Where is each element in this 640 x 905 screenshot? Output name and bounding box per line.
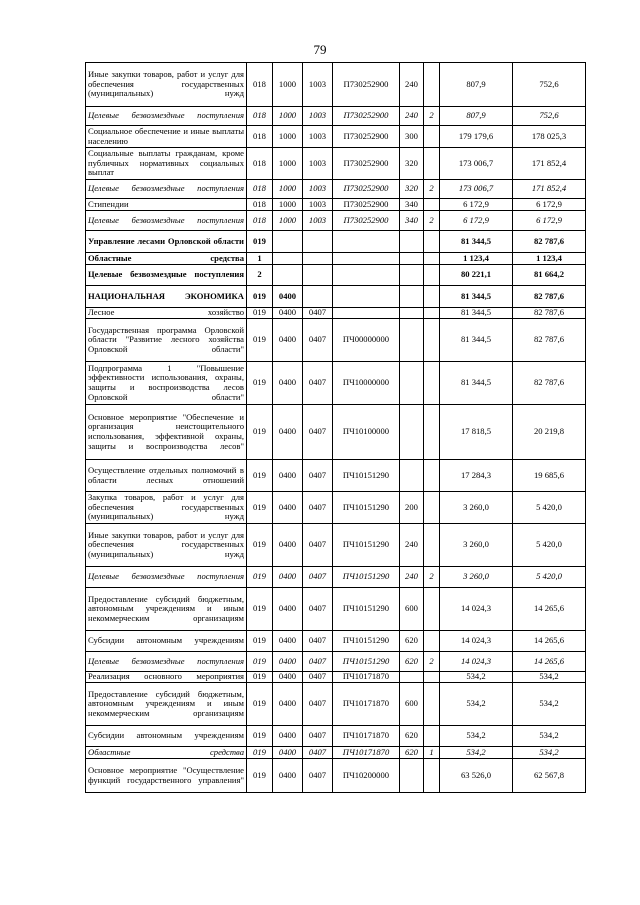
amount-year-1: 6 172,9	[440, 199, 513, 211]
target-article-code: ПЧ10151290	[333, 652, 400, 672]
amount-year-2: 5 420,0	[513, 567, 586, 588]
row-name: Целевые безвозмездные поступления	[86, 265, 247, 286]
funding-source-code	[424, 319, 440, 362]
section-code: 0400	[273, 683, 303, 726]
section-code	[273, 231, 303, 253]
table-row	[86, 126, 586, 148]
amount-year-1: 807,9	[440, 107, 513, 126]
amount-year-2: 81 664,2	[513, 265, 586, 286]
ministry-code: 018	[247, 126, 273, 148]
table-row	[86, 492, 586, 524]
row-name: НАЦИОНАЛЬНАЯ ЭКОНОМИКА	[86, 286, 247, 308]
expense-type-code	[400, 265, 424, 286]
table-row	[86, 631, 586, 652]
subsection-code: 0407	[303, 683, 333, 726]
amount-year-2: 752,6	[513, 107, 586, 126]
target-article-code: ПЧ10151290	[333, 631, 400, 652]
amount-year-2: 6 172,9	[513, 199, 586, 211]
amount-year-1: 807,9	[440, 63, 513, 107]
amount-year-2: 82 787,6	[513, 231, 586, 253]
subsection-code	[303, 253, 333, 265]
section-code: 1000	[273, 63, 303, 107]
funding-source-code: 2	[424, 652, 440, 672]
row-name: Основное мероприятие "Обеспечение и организация неистощительного использования, эффективной охраны, защиты и воспроизводства лесов"	[86, 405, 247, 460]
amount-year-1: 1 123,4	[440, 253, 513, 265]
amount-year-1: 63 526,0	[440, 759, 513, 793]
ministry-code: 018	[247, 148, 273, 180]
subsection-code: 0407	[303, 567, 333, 588]
table-row	[86, 726, 586, 747]
target-article-code: ПЧ00000000	[333, 319, 400, 362]
funding-source-code	[424, 126, 440, 148]
table-row	[86, 362, 586, 405]
expense-type-code: 620	[400, 631, 424, 652]
amount-year-2: 1 123,4	[513, 253, 586, 265]
amount-year-2: 14 265,6	[513, 588, 586, 631]
target-article-code	[333, 308, 400, 319]
expense-type-code	[400, 405, 424, 460]
expense-type-code: 600	[400, 588, 424, 631]
section-code: 0400	[273, 652, 303, 672]
amount-year-1: 81 344,5	[440, 319, 513, 362]
amount-year-2: 534,2	[513, 726, 586, 747]
amount-year-2: 171 852,4	[513, 148, 586, 180]
row-name: Предоставление субсидий бюджетным, автономным учреждениям и иным некоммерческим организациям	[86, 683, 247, 726]
table-row	[86, 405, 586, 460]
funding-source-code: 2	[424, 211, 440, 231]
subsection-code: 0407	[303, 747, 333, 759]
amount-year-2: 82 787,6	[513, 319, 586, 362]
target-article-code: ПЧ10100000	[333, 405, 400, 460]
row-name: Областные средства	[86, 747, 247, 759]
subsection-code: 1003	[303, 107, 333, 126]
amount-year-1: 173 006,7	[440, 148, 513, 180]
amount-year-1: 81 344,5	[440, 286, 513, 308]
target-article-code: П730252900	[333, 148, 400, 180]
amount-year-1: 534,2	[440, 726, 513, 747]
funding-source-code: 2	[424, 180, 440, 199]
subsection-code: 1003	[303, 126, 333, 148]
section-code: 0400	[273, 759, 303, 793]
subsection-code: 0407	[303, 492, 333, 524]
table-row	[86, 253, 586, 265]
funding-source-code	[424, 683, 440, 726]
amount-year-1: 81 344,5	[440, 362, 513, 405]
table-row	[86, 180, 586, 199]
target-article-code: П730252900	[333, 63, 400, 107]
amount-year-2: 5 420,0	[513, 524, 586, 567]
amount-year-1: 534,2	[440, 747, 513, 759]
amount-year-1: 3 260,0	[440, 567, 513, 588]
ministry-code: 019	[247, 286, 273, 308]
amount-year-1: 14 024,3	[440, 652, 513, 672]
funding-source-code	[424, 631, 440, 652]
table-row	[86, 148, 586, 180]
funding-source-code	[424, 199, 440, 211]
amount-year-1: 534,2	[440, 672, 513, 683]
subsection-code: 0407	[303, 308, 333, 319]
target-article-code: ПЧ10151290	[333, 492, 400, 524]
ministry-code: 019	[247, 308, 273, 319]
table-row	[86, 759, 586, 793]
table-row	[86, 199, 586, 211]
expense-type-code: 240	[400, 524, 424, 567]
funding-source-code	[424, 362, 440, 405]
funding-source-code	[424, 231, 440, 253]
amount-year-2: 14 265,6	[513, 652, 586, 672]
subsection-code	[303, 231, 333, 253]
table-row	[86, 265, 586, 286]
row-name: Субсидии автономным учреждениям	[86, 726, 247, 747]
row-name: Стипендии	[86, 199, 247, 211]
amount-year-1: 6 172,9	[440, 211, 513, 231]
amount-year-1: 173 006,7	[440, 180, 513, 199]
expense-type-code: 240	[400, 107, 424, 126]
amount-year-2: 6 172,9	[513, 211, 586, 231]
ministry-code: 018	[247, 211, 273, 231]
table-row	[86, 747, 586, 759]
table-row	[86, 319, 586, 362]
row-name: Субсидии автономным учреждениям	[86, 631, 247, 652]
section-code: 0400	[273, 567, 303, 588]
section-code	[273, 265, 303, 286]
amount-year-2: 82 787,6	[513, 308, 586, 319]
target-article-code: ПЧ10000000	[333, 362, 400, 405]
row-name: Целевые безвозмездные поступления	[86, 180, 247, 199]
expense-type-code: 340	[400, 199, 424, 211]
section-code: 0400	[273, 631, 303, 652]
ministry-code: 019	[247, 362, 273, 405]
section-code: 1000	[273, 180, 303, 199]
table-row	[86, 308, 586, 319]
amount-year-1: 80 221,1	[440, 265, 513, 286]
section-code	[273, 253, 303, 265]
amount-year-1: 14 024,3	[440, 588, 513, 631]
ministry-code: 019	[247, 759, 273, 793]
subsection-code: 0407	[303, 362, 333, 405]
table-row	[86, 672, 586, 683]
target-article-code: П730252900	[333, 180, 400, 199]
subsection-code: 1003	[303, 199, 333, 211]
funding-source-code	[424, 588, 440, 631]
amount-year-2: 5 420,0	[513, 492, 586, 524]
amount-year-1: 17 818,5	[440, 405, 513, 460]
ministry-code: 019	[247, 683, 273, 726]
row-name: Целевые безвозмездные поступления	[86, 567, 247, 588]
subsection-code	[303, 286, 333, 308]
subsection-code: 0407	[303, 588, 333, 631]
table-row	[86, 460, 586, 492]
subsection-code: 0407	[303, 524, 333, 567]
row-name: Лесное хозяйство	[86, 308, 247, 319]
expense-type-code	[400, 253, 424, 265]
ministry-code: 019	[247, 652, 273, 672]
table-row	[86, 231, 586, 253]
subsection-code: 0407	[303, 319, 333, 362]
target-article-code: ПЧ10171870	[333, 726, 400, 747]
expense-type-code: 300	[400, 126, 424, 148]
ministry-code: 019	[247, 672, 273, 683]
section-code: 0400	[273, 588, 303, 631]
amount-year-2: 534,2	[513, 747, 586, 759]
ministry-code: 019	[247, 747, 273, 759]
subsection-code: 1003	[303, 211, 333, 231]
section-code: 0400	[273, 747, 303, 759]
amount-year-1: 14 024,3	[440, 631, 513, 652]
subsection-code: 1003	[303, 63, 333, 107]
target-article-code: ПЧ10171870	[333, 747, 400, 759]
row-name: Областные средства	[86, 253, 247, 265]
expense-type-code: 240	[400, 567, 424, 588]
amount-year-1: 179 179,6	[440, 126, 513, 148]
subsection-code: 0407	[303, 631, 333, 652]
section-code: 0400	[273, 492, 303, 524]
row-name: Иные закупки товаров, работ и услуг для обеспечения государственных (муниципальных) нужд	[86, 524, 247, 567]
section-code: 0400	[273, 286, 303, 308]
section-code: 1000	[273, 148, 303, 180]
ministry-code: 2	[247, 265, 273, 286]
funding-source-code	[424, 253, 440, 265]
table-row	[86, 567, 586, 588]
ministry-code: 019	[247, 492, 273, 524]
amount-year-1: 81 344,5	[440, 231, 513, 253]
row-name: Предоставление субсидий бюджетным, автономным учреждениям и иным некоммерческим организациям	[86, 588, 247, 631]
subsection-code: 1003	[303, 180, 333, 199]
amount-year-2: 62 567,8	[513, 759, 586, 793]
row-name: Целевые безвозмездные поступления	[86, 652, 247, 672]
funding-source-code	[424, 726, 440, 747]
funding-source-code: 1	[424, 747, 440, 759]
expense-type-code	[400, 362, 424, 405]
funding-source-code: 2	[424, 107, 440, 126]
subsection-code	[303, 265, 333, 286]
budget-table	[85, 62, 586, 793]
target-article-code: ПЧ10171870	[333, 672, 400, 683]
section-code: 0400	[273, 726, 303, 747]
row-name: Закупка товаров, работ и услуг для обеспечения государственных (муниципальных) нужд	[86, 492, 247, 524]
subsection-code: 0407	[303, 460, 333, 492]
expense-type-code	[400, 308, 424, 319]
row-name: Основное мероприятие "Осуществление функций государственного управления"	[86, 759, 247, 793]
section-code: 0400	[273, 405, 303, 460]
amount-year-2: 752,6	[513, 63, 586, 107]
section-code: 1000	[273, 211, 303, 231]
ministry-code: 019	[247, 405, 273, 460]
amount-year-1: 534,2	[440, 683, 513, 726]
expense-type-code: 620	[400, 726, 424, 747]
ministry-code: 1	[247, 253, 273, 265]
target-article-code	[333, 265, 400, 286]
expense-type-code	[400, 231, 424, 253]
ministry-code: 019	[247, 631, 273, 652]
expense-type-code: 620	[400, 652, 424, 672]
funding-source-code	[424, 524, 440, 567]
expense-type-code	[400, 319, 424, 362]
row-name: Целевые безвозмездные поступления	[86, 107, 247, 126]
expense-type-code	[400, 672, 424, 683]
target-article-code: ПЧ10151290	[333, 567, 400, 588]
expense-type-code: 240	[400, 63, 424, 107]
row-name: Социальное обеспечение и иные выплаты населению	[86, 126, 247, 148]
page-number: 79	[313, 42, 327, 57]
amount-year-1: 81 344,5	[440, 308, 513, 319]
section-code: 1000	[273, 199, 303, 211]
funding-source-code	[424, 148, 440, 180]
target-article-code: ПЧ10171870	[333, 683, 400, 726]
row-name: Управление лесами Орловской области	[86, 231, 247, 253]
funding-source-code	[424, 63, 440, 107]
section-code: 0400	[273, 524, 303, 567]
subsection-code: 1003	[303, 148, 333, 180]
target-article-code	[333, 286, 400, 308]
target-article-code: ПЧ10200000	[333, 759, 400, 793]
section-code: 0400	[273, 319, 303, 362]
row-name: Государственная программа Орловской области "Развитие лесного хозяйства Орловской области"	[86, 319, 247, 362]
target-article-code: П730252900	[333, 199, 400, 211]
expense-type-code	[400, 759, 424, 793]
funding-source-code	[424, 308, 440, 319]
ministry-code: 019	[247, 567, 273, 588]
funding-source-code	[424, 405, 440, 460]
section-code: 0400	[273, 308, 303, 319]
table-row	[86, 683, 586, 726]
table-row	[86, 107, 586, 126]
subsection-code: 0407	[303, 726, 333, 747]
section-code: 1000	[273, 107, 303, 126]
section-code: 0400	[273, 460, 303, 492]
ministry-code: 019	[247, 231, 273, 253]
target-article-code: П730252900	[333, 107, 400, 126]
amount-year-2: 534,2	[513, 672, 586, 683]
ministry-code: 019	[247, 460, 273, 492]
subsection-code: 0407	[303, 405, 333, 460]
target-article-code: П730252900	[333, 211, 400, 231]
row-name: Осуществление отдельных полномочий в области лесных отношений	[86, 460, 247, 492]
target-article-code: ПЧ10151290	[333, 588, 400, 631]
ministry-code: 018	[247, 63, 273, 107]
section-code: 0400	[273, 362, 303, 405]
expense-type-code: 200	[400, 492, 424, 524]
row-name: Иные закупки товаров, работ и услуг для обеспечения государственных (муниципальных) нужд	[86, 63, 247, 107]
ministry-code: 019	[247, 319, 273, 362]
amount-year-1: 3 260,0	[440, 524, 513, 567]
funding-source-code	[424, 286, 440, 308]
expense-type-code: 620	[400, 747, 424, 759]
expense-type-code: 320	[400, 180, 424, 199]
funding-source-code	[424, 265, 440, 286]
expense-type-code: 320	[400, 148, 424, 180]
expense-type-code	[400, 460, 424, 492]
ministry-code: 019	[247, 524, 273, 567]
funding-source-code	[424, 759, 440, 793]
amount-year-2: 19 685,6	[513, 460, 586, 492]
funding-source-code: 2	[424, 567, 440, 588]
target-article-code: П730252900	[333, 126, 400, 148]
amount-year-1: 17 284,3	[440, 460, 513, 492]
row-name: Подпрограмма 1 "Повышение эффективности использования, охраны, защиты и воспроизводства лесов Орловской области"	[86, 362, 247, 405]
amount-year-2: 20 219,8	[513, 405, 586, 460]
amount-year-1: 3 260,0	[440, 492, 513, 524]
target-article-code: ПЧ10151290	[333, 524, 400, 567]
ministry-code: 019	[247, 588, 273, 631]
amount-year-2: 171 852,4	[513, 180, 586, 199]
row-name: Социальные выплаты гражданам, кроме публичных нормативных социальных выплат	[86, 148, 247, 180]
amount-year-2: 534,2	[513, 683, 586, 726]
ministry-code: 018	[247, 107, 273, 126]
table-row	[86, 588, 586, 631]
target-article-code	[333, 231, 400, 253]
target-article-code: ПЧ10151290	[333, 460, 400, 492]
target-article-code	[333, 253, 400, 265]
table-row	[86, 652, 586, 672]
ministry-code: 018	[247, 199, 273, 211]
row-name: Целевые безвозмездные поступления	[86, 211, 247, 231]
amount-year-2: 82 787,6	[513, 286, 586, 308]
expense-type-code	[400, 286, 424, 308]
row-name: Реализация основного мероприятия	[86, 672, 247, 683]
expense-type-code: 600	[400, 683, 424, 726]
amount-year-2: 14 265,6	[513, 631, 586, 652]
table-row	[86, 524, 586, 567]
table-row	[86, 286, 586, 308]
expense-type-code: 340	[400, 211, 424, 231]
ministry-code: 019	[247, 726, 273, 747]
section-code: 0400	[273, 672, 303, 683]
funding-source-code	[424, 672, 440, 683]
funding-source-code	[424, 492, 440, 524]
table-row	[86, 63, 586, 107]
table-row	[86, 211, 586, 231]
subsection-code: 0407	[303, 759, 333, 793]
subsection-code: 0407	[303, 652, 333, 672]
amount-year-2: 178 025,3	[513, 126, 586, 148]
ministry-code: 018	[247, 180, 273, 199]
section-code: 1000	[273, 126, 303, 148]
funding-source-code	[424, 460, 440, 492]
amount-year-2: 82 787,6	[513, 362, 586, 405]
subsection-code: 0407	[303, 672, 333, 683]
